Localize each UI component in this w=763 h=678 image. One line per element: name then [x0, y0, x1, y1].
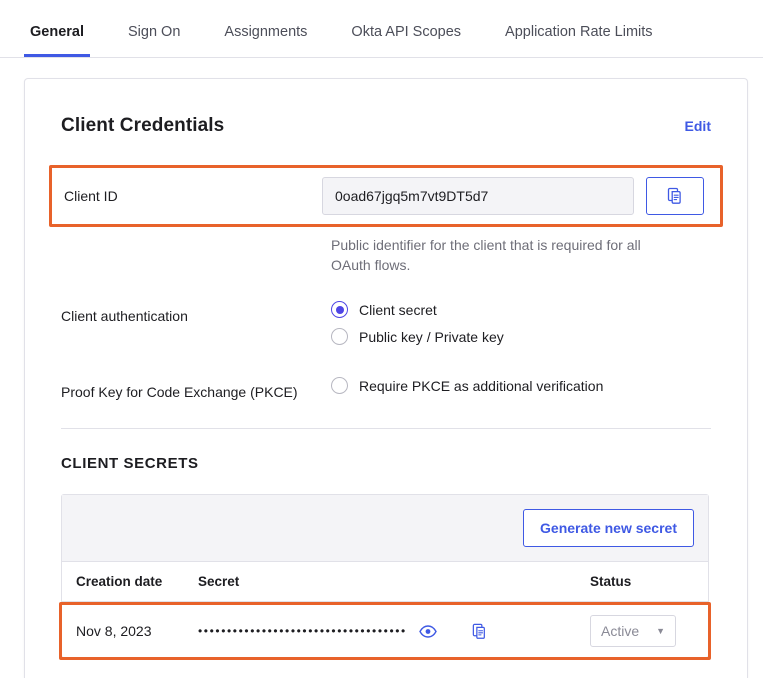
status-dropdown[interactable] [590, 615, 676, 647]
edit-button[interactable]: Edit [684, 118, 711, 134]
table-row [62, 605, 708, 657]
client-id-input[interactable] [322, 177, 634, 215]
tab-okta-api-scopes[interactable]: Okta API Scopes [351, 24, 462, 40]
generate-new-secret-button[interactable]: Generate new secret [523, 509, 694, 547]
radio-label-public-private-key: Public key / Private key [359, 328, 504, 345]
tab-application-rate-limits[interactable]: Application Rate Limits [505, 24, 653, 40]
copy-secret-button[interactable] [471, 623, 488, 640]
tab-general[interactable]: General [24, 24, 90, 57]
column-header-secret: Secret [198, 574, 240, 589]
radio-option-public-private-key[interactable] [331, 328, 711, 345]
radio-label-client-secret: Client secret [359, 301, 437, 318]
chevron-down-icon: ▼ [656, 626, 665, 636]
tab-assignments[interactable]: Assignments [224, 24, 308, 40]
client-secrets-toolbar [62, 495, 708, 562]
copy-client-id-button[interactable] [646, 177, 704, 215]
tab-sign-on[interactable]: Sign On [128, 24, 181, 40]
checkbox-option-require-pkce[interactable] [331, 377, 711, 394]
client-authentication-label: Client authentication [61, 308, 188, 324]
column-header-status: Status [590, 574, 632, 589]
checkbox-label-require-pkce: Require PKCE as additional verification [359, 377, 604, 394]
client-authentication-row [61, 301, 711, 355]
client-secrets-title: CLIENT SECRETS [61, 455, 199, 472]
pkce-row [61, 377, 711, 404]
reveal-secret-button[interactable] [419, 625, 437, 638]
radio-icon-client-secret[interactable] [331, 301, 348, 318]
tab-bar [0, 0, 763, 58]
cell-status [590, 615, 694, 647]
eye-icon [419, 625, 437, 638]
client-secrets-table [61, 494, 709, 658]
secret-masked-value: •••••••••••••••••••••••••••••••••••• [198, 624, 407, 638]
radio-option-client-secret[interactable] [331, 301, 711, 318]
cell-secret [198, 623, 590, 640]
client-id-label: Client ID [64, 188, 118, 204]
checkbox-icon-require-pkce[interactable] [331, 377, 348, 394]
pkce-label: Proof Key for Code Exchange (PKCE) [61, 384, 298, 400]
highlighted-secret-row-wrapper [59, 602, 711, 660]
copy-icon [471, 623, 488, 640]
client-id-helper-text: Public identifier for the client that is required for all OAuth flows. [331, 237, 641, 273]
copy-icon [666, 187, 684, 205]
client-id-helper-row [61, 227, 711, 275]
spacer [61, 227, 331, 234]
status-value: Active [601, 623, 640, 639]
page-title: Client Credentials [61, 115, 225, 136]
section-header [61, 115, 711, 137]
table-header-row [62, 562, 708, 602]
divider [61, 428, 711, 429]
column-header-creation-date: Creation date [76, 574, 163, 589]
client-credentials-card [24, 78, 748, 678]
cell-creation-date: Nov 8, 2023 [76, 623, 152, 639]
radio-icon-public-private-key[interactable] [331, 328, 348, 345]
client-id-row [49, 165, 723, 227]
